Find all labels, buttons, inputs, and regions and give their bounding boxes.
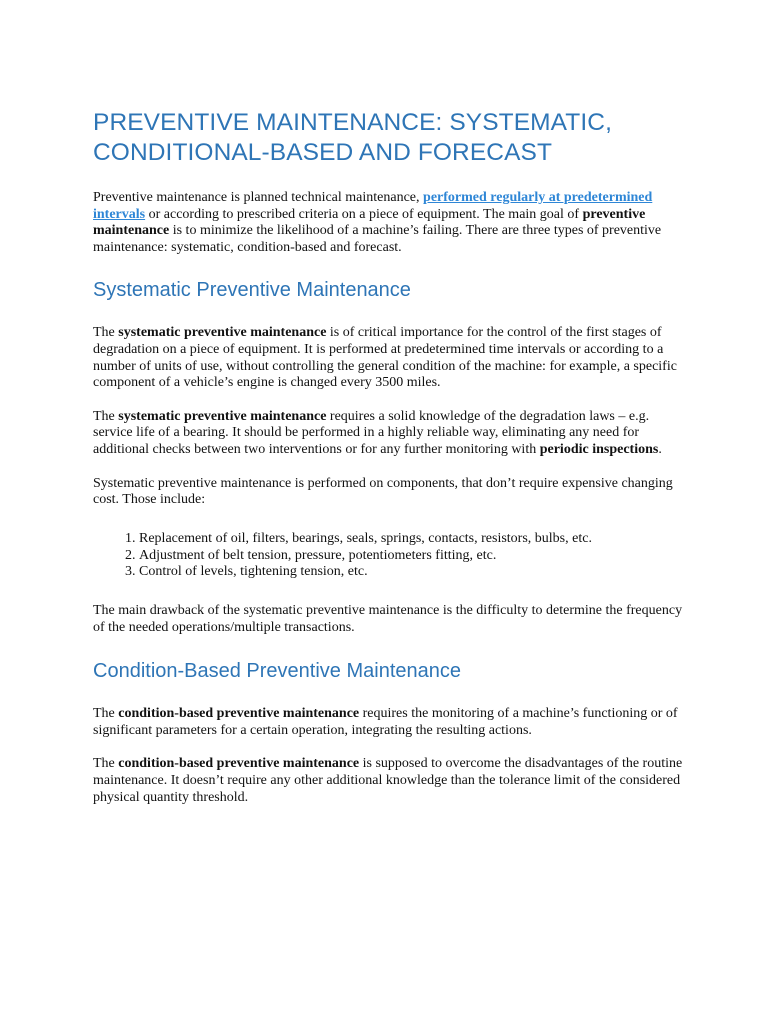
text: requires a solid knowledge of the degradation laws – e.g. service life of a bearing. It should be performed in a highly reliable way, eliminating any need for additional checks between two interventions or for any further monitoring with: [93, 408, 650, 457]
bold-term: condition-based preventive maintenance: [118, 706, 360, 722]
list-item: 3. Control of levels, tightening tension, etc.: [139, 564, 683, 581]
text: The: [93, 408, 119, 424]
page-title: PREVENTIVE MAINTENANCE: SYSTEMATIC, CONDITIONAL-BASED AND FORECAST: [93, 109, 612, 166]
intro-text-2: or according to prescribed criteria on a piece of equipment. The main goal of: [145, 206, 583, 222]
list-item: 1. Replacement of oil, filters, bearings, seals, springs, contacts, resistors, bulbs, etc.: [139, 531, 683, 548]
condition-paragraph-2: [93, 756, 683, 806]
bold-term: systematic preventive maintenance: [118, 408, 327, 424]
text: .: [658, 441, 662, 457]
condition-paragraph-1: [93, 706, 683, 739]
section-heading-condition-based: Condition-Based Preventive Maintenance: [93, 660, 461, 683]
systematic-paragraph-1: [93, 325, 683, 391]
intervals-link[interactable]: performed regularly at predetermined intervals: [93, 190, 653, 222]
intro-text-3: is to minimize the likelihood of a machine’s failing. There are three types of preventive maintenance: systematic, condition-based and forecast.: [93, 223, 662, 255]
systematic-list: [93, 531, 683, 581]
list-item: 2. Adjustment of belt tension, pressure, potentiometers fitting, etc.: [139, 548, 683, 565]
text: The: [93, 325, 119, 341]
bold-term: periodic inspections: [539, 441, 659, 457]
section-heading-systematic: Systematic Preventive Maintenance: [93, 279, 411, 302]
systematic-paragraph-2: [93, 409, 683, 459]
article: [93, 108, 683, 806]
systematic-paragraph-3: Systematic preventive maintenance is performed on components, that don’t require expensive changing cost. Those include:: [93, 475, 673, 508]
text: The: [93, 706, 119, 722]
text: requires the monitoring of a machine’s functioning or of significant parameters for a certain operation, integrating the resulting actions.: [93, 706, 678, 738]
systematic-paragraph-4: The main drawback of the systematic preventive maintenance is the difficulty to determine the frequency of the needed operations/multiple transactions.: [93, 603, 683, 635]
intro-paragraph: [93, 190, 683, 256]
text: is of critical importance for the control of the first stages of degradation on a piece of equipment. It is performed at predetermined time intervals or according to a number of units of use, without controlling the general condition of the machine: for example, a specific component of a vehicle’s engine is changed every 3500 miles.: [93, 325, 677, 391]
intro-bold: preventive maintenance: [93, 206, 646, 239]
intro-text-1: Preventive maintenance is planned technical maintenance,: [93, 190, 424, 205]
text: The: [93, 756, 119, 772]
text: is supposed to overcome the disadvantages of the routine maintenance. It doesn’t require any other additional knowledge than the tolerance limit of the considered physical quantity threshold.: [93, 756, 683, 805]
bold-term: condition-based preventive maintenance: [118, 756, 360, 772]
bold-term: systematic preventive maintenance: [118, 325, 327, 341]
